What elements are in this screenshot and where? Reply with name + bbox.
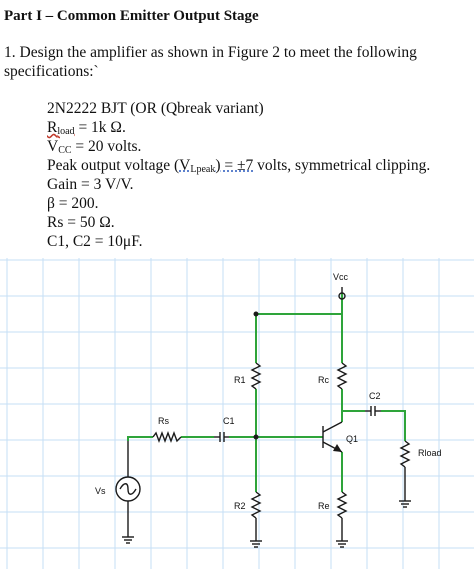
spec-capacitors: C1, C2 = 10μF. (47, 233, 143, 250)
spec-rload (47, 118, 472, 137)
question-text (4, 43, 464, 81)
circuit-figure (0, 258, 474, 569)
spec-peak-prefix: Peak output voltage ( (47, 157, 180, 174)
page-title: Part I – Common Emitter Output Stage (4, 8, 259, 24)
spec-rload-value: = 1k Ω. (74, 119, 126, 136)
node-dot-base (254, 435, 259, 440)
c2-label: C2 (369, 391, 381, 401)
resistor-rc (318, 363, 346, 389)
rload-label: Rload (418, 448, 442, 458)
spec-gain: Gain = 3 V/V. (47, 176, 134, 193)
circuit-wires (128, 293, 405, 492)
spec-rs: Rs = 50 Ω. (47, 214, 115, 231)
question-line-1: 1. Design the amplifier as shown in Figure 2 to meet the following (4, 44, 417, 61)
rc-label: Rc (318, 375, 329, 385)
resistor-rload (399, 441, 442, 507)
spec-vcc-symbol: V (47, 138, 59, 155)
resistor-r1 (234, 363, 260, 389)
spec-rload-symbol-letter: R (47, 119, 58, 136)
rs-label: Rs (158, 416, 169, 426)
spec-peak-suffix: volts, symmetrical clipping. (253, 157, 431, 174)
c1-label: C1 (223, 416, 235, 426)
question-line-2: specifications:` (4, 63, 99, 80)
spec-beta: β = 200. (47, 195, 99, 212)
spec-peak-symbol-group (179, 157, 253, 174)
vcc-label: Vcc (333, 272, 349, 282)
spec-rload-symbol (47, 119, 75, 136)
r2-label: R2 (234, 501, 246, 511)
vs-label: Vs (95, 486, 106, 496)
spec-vcc (47, 137, 472, 156)
transistor-q1 (323, 422, 358, 452)
resistor-rs (153, 416, 181, 441)
specifications-list (47, 99, 472, 251)
node-dot-top (254, 312, 259, 317)
resistor-re (318, 492, 348, 547)
spec-vcc-value: = 20 volts. (71, 138, 142, 155)
spec-vcc-subscript: CC (58, 145, 72, 156)
spec-peak-middle: ) = ±7 (215, 157, 254, 174)
spec-peak-subscript: Lpeak (190, 164, 216, 175)
spec-transistor-text: 2N2222 BJT (OR (Qbreak variant) (47, 100, 264, 117)
re-label: Re (318, 501, 330, 511)
capacitor-c1 (214, 416, 235, 442)
resistor-r2 (234, 492, 262, 547)
voltage-source-vs (95, 441, 140, 543)
spec-transistor (47, 99, 472, 118)
schematic-grid (0, 258, 474, 569)
r1-label: R1 (234, 375, 246, 385)
q1-label: Q1 (346, 434, 359, 444)
spec-rload-subscript: load (57, 126, 75, 137)
vcc-terminal (333, 272, 349, 299)
spec-peak-output (47, 156, 472, 175)
spec-peak-symbol: V (179, 157, 191, 174)
circuit-diagram (0, 258, 474, 569)
